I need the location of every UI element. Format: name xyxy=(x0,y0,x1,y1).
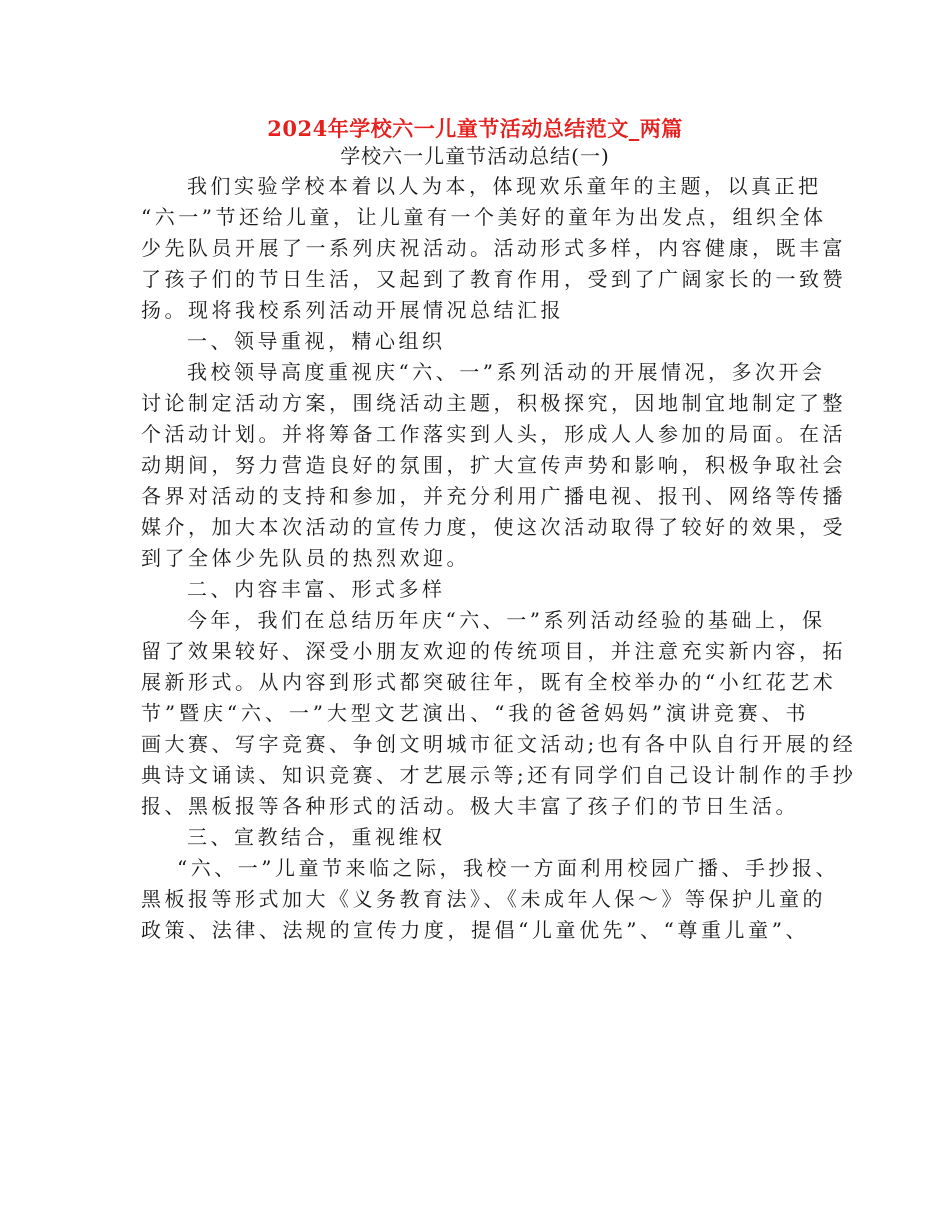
paragraph-line: 个活动计划。并将筹备工作落实到人头，形成人人参加的局面。在活 xyxy=(141,422,846,446)
paragraph-line: “六、一”儿童节来临之际，我校一方面利用校园广播、手抄报、 xyxy=(177,856,839,880)
paragraph-line: “六一”节还给儿童，让儿童有一个美好的童年为出发点，组织全体 xyxy=(141,205,827,229)
document-body xyxy=(141,171,857,946)
paragraph-line: 我校领导高度重视庆“六、一”系列活动的开展情况，多次开会 xyxy=(187,360,826,384)
paragraph-line: 展新形式。从内容到形式都突破往年，既有全校举办的“小红花艺术 xyxy=(141,670,837,694)
paragraph-line: 典诗文诵读、知识竞赛、才艺展示等;还有同学们自己设计制作的手抄 xyxy=(141,763,857,787)
paragraph-line: 政策、法律、法规的宣传力度，提倡“儿童优先”、“尊重儿童”、 xyxy=(141,918,809,942)
document-subtitle: 学校六一儿童节活动总结(一) xyxy=(340,144,610,168)
paragraph-line: 黑板报等形式加大《义务教育法》、《未成年人保～》等保护儿童的 xyxy=(141,887,826,911)
section-heading: 一、领导重视，精心组织 xyxy=(187,329,446,353)
paragraph-line: 留了效果较好、深受小朋友欢迎的传统项目，并注意充实新内容，拓 xyxy=(141,639,846,663)
paragraph-line: 了孩子们的节日生活，又起到了教育作用，受到了广阔家长的一致赞 xyxy=(141,267,846,291)
paragraph-line: 讨论制定活动方案，围绕活动主题，积极探究，因地制宜地制定了整 xyxy=(141,391,846,415)
paragraph-line: 媒介，加大本次活动的宣传力度，使这次活动取得了较好的效果，受 xyxy=(141,515,846,539)
paragraph-line: 画大赛、写字竞赛、争创文明城市征文活动;也有各中队自行开展的经 xyxy=(141,732,857,756)
paragraph-line: 我们实验学校本着以人为本，体现欢乐童年的主题，以真正把 xyxy=(187,174,822,198)
paragraph-line: 报、黑板报等各种形式的活动。极大丰富了孩子们的节日生活。 xyxy=(141,794,799,818)
section-heading: 二、内容丰富、形式多样 xyxy=(187,577,446,601)
document-title: 2024年学校六一儿童节活动总结范文_两篇 xyxy=(267,116,683,141)
paragraph-line: 少先队员开展了一系列庆祝活动。活动形式多样，内容健康，既丰富 xyxy=(141,236,846,260)
section-heading: 三、宣教结合，重视维权 xyxy=(187,825,446,849)
paragraph-line: 到了全体少先队员的热烈欢迎。 xyxy=(141,546,470,570)
paragraph-line: 动期间，努力营造良好的氛围，扩大宣传声势和影响，积极争取社会 xyxy=(141,453,846,477)
paragraph-line: 扬。现将我校系列活动开展情况总结汇报 xyxy=(141,298,564,322)
paragraph-line: 节”暨庆“六、一”大型文艺演出、“我的爸爸妈妈”演讲竞赛、书 xyxy=(141,701,809,725)
paragraph-line: 今年，我们在总结历年庆“六、一”系列活动经验的基础上，保 xyxy=(187,608,826,632)
paragraph-line: 各界对活动的支持和参加，并充分利用广播电视、报刊、网络等传播 xyxy=(141,484,846,508)
